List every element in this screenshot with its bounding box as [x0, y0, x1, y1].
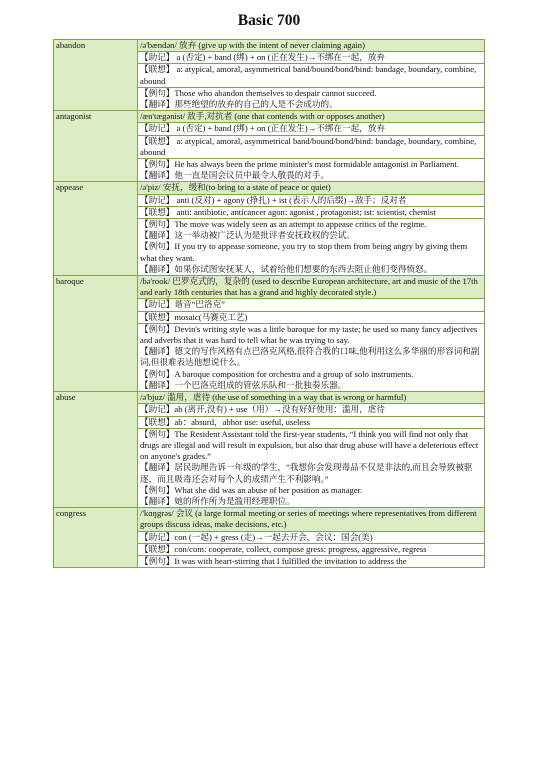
entry-word: abandon	[54, 40, 138, 111]
entry-word: abuse	[54, 392, 138, 508]
entry-detail-cell	[138, 219, 485, 276]
entry-detail-line: 【联想】 a: atypical, amoral, asymmetrical band/bound/bond/bind: bandage, boundary, combine, abound	[140, 64, 477, 86]
entry-detail-line: 【翻译】居民助理告诉一年级的学生，“我想你会发现毒品不仅是非法的,而且会导致被驱逐，而且吸毒还会对每个人的成绩产生不利影响。”	[140, 462, 473, 484]
table-row	[54, 508, 485, 531]
entry-word: baroque	[54, 276, 138, 392]
entry-detail-line: 【联想】mosaic(马赛克工艺)	[140, 311, 248, 322]
entry-detail-cell	[138, 323, 485, 391]
entry-definition: /æn'tægənist/ 敌手,对抗者 (one that contends with or opposes another)	[138, 111, 485, 123]
entry-detail-line: 【翻译】如果你试图安抚某人，试着给他们想要的东西去阻止他们变得愤怒。	[140, 263, 433, 274]
entry-detail-line: 【翻译】她的所作所为是滥用经理职位。	[140, 495, 295, 506]
entry-detail-line: 【翻译】一个巴洛克组成的管弦乐队和一批独奏乐器。	[140, 379, 347, 390]
entry-detail-line: 【联想】 anti: antibiotic, anticancer agon: agonist , protagonist; ist: scientist, chemist	[140, 206, 436, 217]
entry-detail-line: 【助记】 a (否定) + band (绑) + on (正在发生)→不绑在一起，放弃	[140, 123, 386, 134]
entry-detail-line: 【助记】 a (否定) + band (绑) + on (正在发生)→不绑在一起，放弃	[140, 52, 386, 63]
table-row	[54, 111, 485, 123]
entry-detail-cell	[138, 123, 485, 135]
entry-detail-cell	[138, 299, 485, 311]
entry-detail-line: 【例句】Devin's writing style was a little baroque for my taste; he used so many fancy adjectives and adverbs that it was hard to tell what he was trying to say.	[140, 323, 478, 346]
entry-word: appease	[54, 182, 138, 276]
entry-detail-cell	[138, 52, 485, 64]
entry-detail-cell	[138, 555, 485, 567]
entry-definition: /ə'bændən/ 放弃 (give up with the intent of never claiming again)	[138, 40, 485, 52]
entry-detail-line: 【翻译】德文的写作风格有点巴洛克风格,很符合我的口味,他利用这么多华丽的形容词和副词,但很难表达他想说什么。	[140, 346, 480, 368]
entry-detail-cell	[138, 543, 485, 555]
entry-detail-cell	[138, 87, 485, 110]
entry-detail-line: 【例句】A baroque composition for orchestra and a group of solo instruments.	[140, 368, 414, 379]
entry-detail-line: 【翻译】那些绝望的放弃的自己的人是不会成功的。	[140, 99, 338, 110]
entry-detail-cell	[138, 206, 485, 218]
table-row	[54, 182, 485, 194]
entry-detail-cell	[138, 531, 485, 543]
entry-definition: /bə'rook/ 巴罗克式的，复杂的 (used to describe European architecture, art and music of the 17th and early 18th centuries that has a grand and highly decorated style.)	[138, 276, 485, 299]
entry-detail-line: 【联想】 a: atypical, amoral, asymmetrical band/bound/bond/bind: bandage, boundary, combine, abound	[140, 135, 477, 157]
entry-detail-cell	[138, 416, 485, 428]
entry-word: congress	[54, 508, 138, 568]
entry-detail-line: 【助记】 anti (反对) + agony (挣扎) + ist (表示人的后缀)→敌手；反对者	[140, 194, 407, 205]
entry-detail-line: 【例句】The move was widely seen as an attempt to appease critics of the regime.	[140, 219, 427, 230]
entry-detail-line: 【翻译】这一举动被广泛认为是批评者安抚政权的尝试。	[140, 230, 355, 241]
table-row	[54, 276, 485, 299]
entry-word: antagonist	[54, 111, 138, 182]
entry-detail-line: 【例句】If you try to appease someone, you try to stop them from being angry by giving them what they want.	[140, 241, 468, 263]
entry-detail-line: 【助记】con (一起) + gress (走)→一起去开会，会议；国会(美)	[140, 531, 373, 542]
entry-detail-line: 【例句】It was with heart-stirring that I fulfilled the invitation to address the	[140, 555, 407, 566]
entry-detail-cell	[138, 159, 485, 182]
vocabulary-table	[53, 39, 485, 568]
entry-detail-cell	[138, 135, 485, 158]
entry-definition: /'kɑŋgrəs/ 会议 (a large formal meeting or series of meetings where representatives from different groups discuss ideas, make decisions, etc.)	[138, 508, 485, 531]
entry-detail-line: 【例句】The Resident Assistant told the first-year students, “I think you will find not only that drugs are illegal and will result in expulsion, but also that drug abuse will have a deleterious effect on anyone's grades.”	[140, 428, 479, 462]
entry-detail-cell	[138, 404, 485, 416]
page-title: Basic 700	[237, 12, 301, 29]
entry-detail-line: 【联想】con/com: cooperate, collect, compose gress: progress, aggressive, regress	[140, 543, 427, 554]
entry-detail-line: 【助记】ab (离开,没有) + use（用）→没有好好使用：滥用，虐待	[140, 404, 385, 415]
entry-detail-line: 【助记】谐音“巴洛克”	[140, 299, 225, 310]
entry-detail-cell	[138, 428, 485, 507]
table-row	[54, 40, 485, 52]
entry-detail-line: 【例句】He has always been the prime minister's most formidable antagonist in Parliament.	[140, 159, 459, 170]
entry-definition: /ə'piz/ 安抚，缓和(to bring to a state of peace or quiet)	[138, 182, 485, 194]
entry-detail-cell	[138, 64, 485, 87]
table-row	[54, 392, 485, 404]
entry-detail-line: 【联想】ab：absurd，abhor use: useful, useless	[140, 416, 310, 427]
entry-detail-line: 【翻译】他一直是国会议员中最令人敬畏的对手。	[140, 170, 330, 181]
vocabulary-table-body	[54, 40, 485, 568]
entry-detail-line: 【例句】Those who abandon themselves to despair cannot succeed.	[140, 87, 377, 98]
entry-detail-line: 【例句】What she did was an abuse of her position as manager.	[140, 484, 363, 495]
entry-detail-cell	[138, 194, 485, 206]
entry-detail-cell	[138, 311, 485, 323]
entry-definition: /ə'bjuz/ 滥用，虐待 (the use of something in a way that is wrong or harmful)	[138, 392, 485, 404]
